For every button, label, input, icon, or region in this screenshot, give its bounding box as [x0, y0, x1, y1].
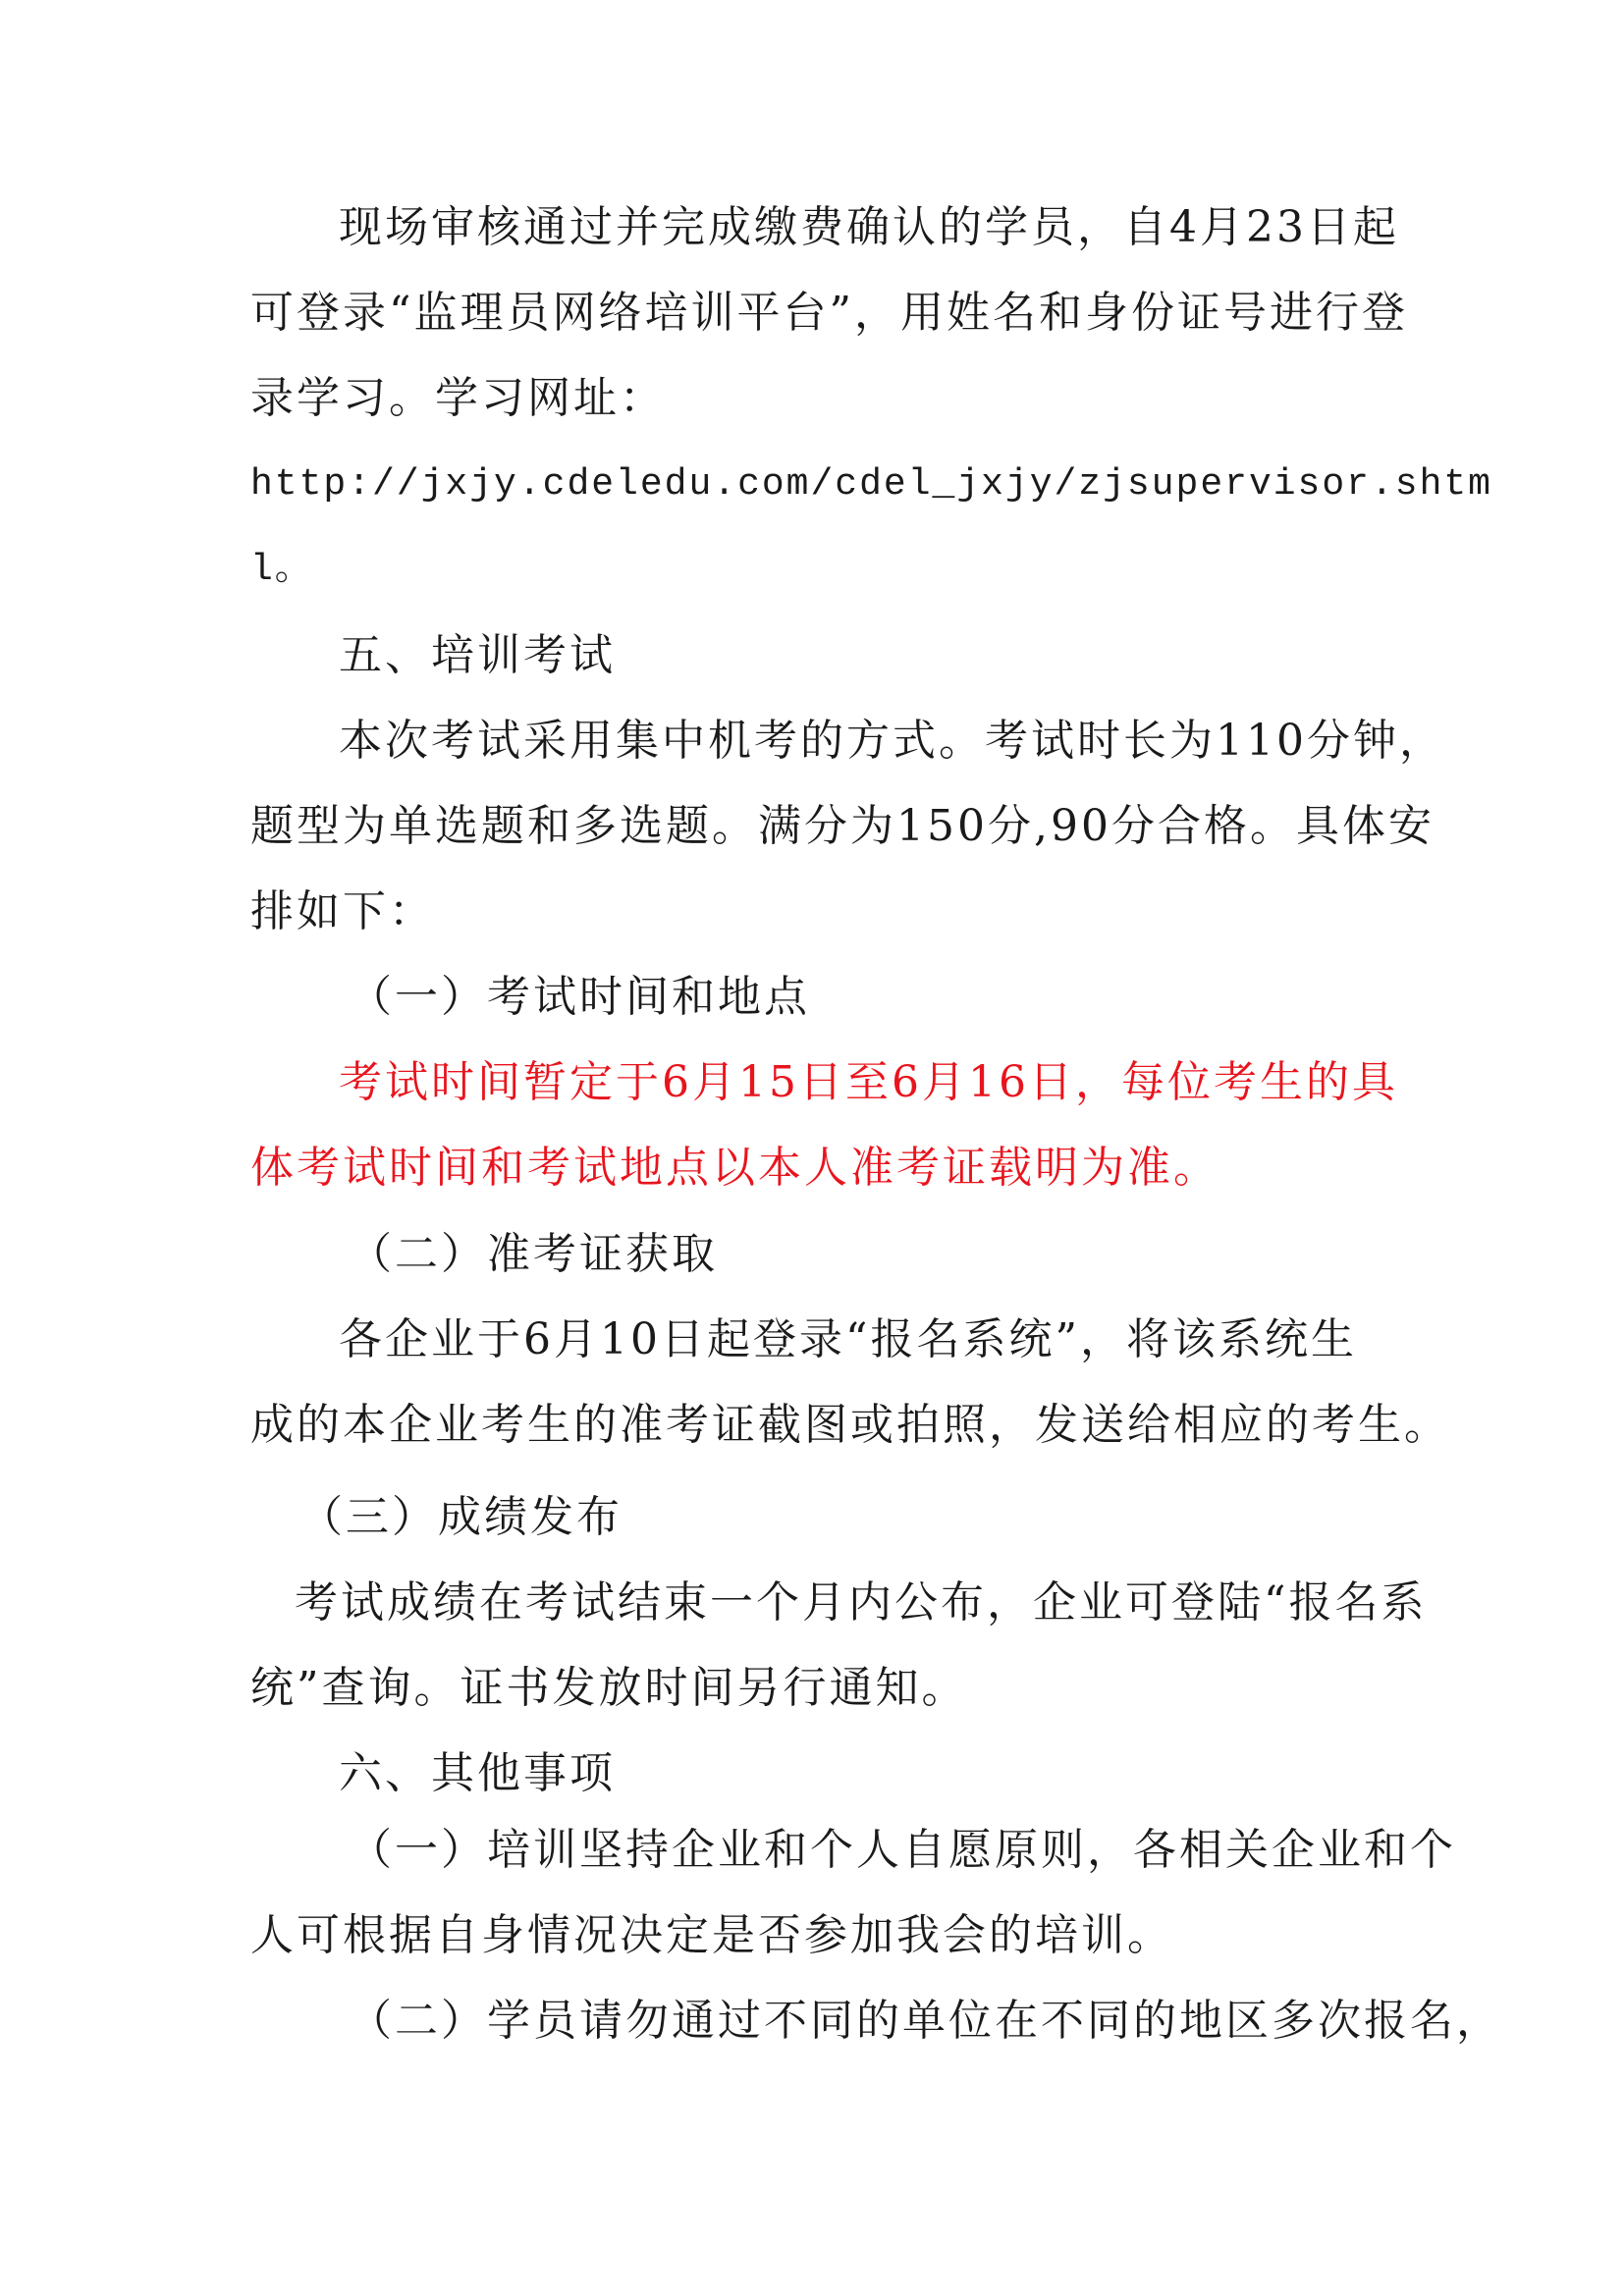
- highlighted-exam-date-line: 体考试时间和考试地点以本人准考证载明为准。: [250, 1143, 1219, 1193]
- subheading-results-release: （三）成绩发布: [299, 1492, 623, 1542]
- paragraph-line: 题型为单选题和多选题。满分为150分,90分合格。具体安: [250, 801, 1435, 851]
- paragraph-line: 可登录“监理员网络培训平台”，用姓名和身份证号进行登: [250, 288, 1408, 338]
- section-heading-training-exam: 五、培训考试: [339, 630, 616, 680]
- subheading-exam-time-place: （一）考试时间和地点: [349, 972, 810, 1022]
- paragraph-line: （一）培训坚持企业和个人自愿原则，各相关企业和个: [349, 1825, 1456, 1875]
- subheading-admission-ticket: （二）准考证获取: [349, 1229, 718, 1279]
- training-url-continued[interactable]: l。: [250, 549, 314, 591]
- paragraph-line: 现场审核通过并完成缴费确认的学员，自4月23日起: [339, 202, 1399, 252]
- paragraph-line: 本次考试采用集中机考的方式。考试时长为110分钟，: [339, 716, 1445, 766]
- paragraph-line: 排如下：: [250, 886, 435, 936]
- paragraph-line: （二）学员请勿通过不同的单位在不同的地区多次报名，: [349, 1996, 1502, 2046]
- training-url[interactable]: http://jxjy.cdeledu.com/cdel_jxjy/zjsupervisor.shtm: [250, 463, 1492, 506]
- paragraph-line: 成的本企业考生的准考证截图或拍照，发送给相应的考生。: [250, 1400, 1450, 1450]
- paragraph-line: 录学习。学习网址：: [250, 373, 666, 423]
- paragraph-line: 考试成绩在考试结束一个月内公布，企业可登陆“报名系: [295, 1577, 1428, 1628]
- paragraph-line: 各企业于6月10日起登录“报名系统”，将该系统生: [339, 1314, 1357, 1364]
- section-heading-other-matters: 六、其他事项: [339, 1748, 616, 1798]
- highlighted-exam-date-line: 考试时间暂定于6月15日至6月16日，每位考生的具: [339, 1057, 1398, 1107]
- paragraph-line: 统”查询。证书发放时间另行通知。: [250, 1663, 968, 1713]
- paragraph-line: 人可根据自身情况决定是否参加我会的培训。: [250, 1910, 1173, 1960]
